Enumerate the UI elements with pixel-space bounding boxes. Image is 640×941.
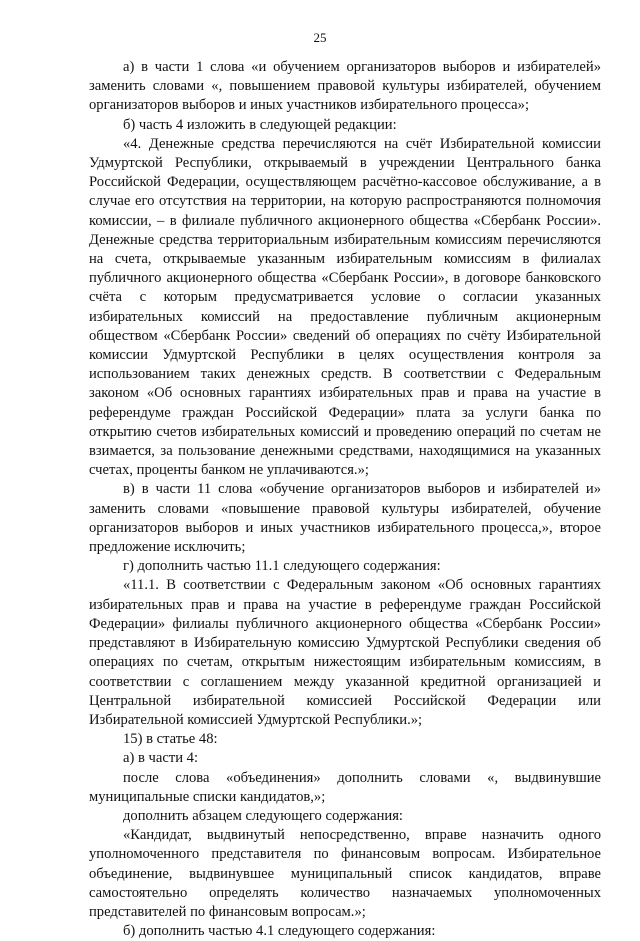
paragraph-item-15-article-48: 15) в статье 48: bbox=[123, 731, 218, 748]
paragraph-add-subparagraph: дополнить абзацем следующего содержания: bbox=[123, 807, 403, 824]
paragraph-amendment-a-part-1: а) в части 1 слова «и обучением организаторов выборов и избирателей» заменить словами «, повышением правовой культуры избирателей, обучением организаторов выборов и иных участников избирательного процесса»; bbox=[89, 59, 601, 114]
paragraph-amendment-b-part-4: б) часть 4 изложить в следующей редакции: bbox=[123, 116, 397, 133]
paragraph-candidate-representative-text: «Кандидат, выдвинутый непосредственно, вправе назначить одного уполномоченного представителя по финансовым вопросам. Избирательное объединение, выдвинувшее муниципальный список кандидатов, вправе самостоятельно определять количество назначаемых уполномоченных представителей по финансовым вопросам.»; bbox=[89, 827, 601, 920]
paragraph-amendment-b-part-4-1: б) дополнить частью 4.1 следующего содержания: bbox=[123, 923, 436, 940]
paragraph-amendment-a-part-4: а) в части 4: bbox=[123, 750, 199, 767]
paragraph-amendment-g-part-11-1: г) дополнить частью 11.1 следующего содержания: bbox=[123, 558, 441, 575]
paragraph-amendment-v-part-11: в) в части 11 слова «обучение организаторов выборов и избирателей и» заменить словами «повышение правовой культуры избирателей, обучение организаторов выборов и иных участников избирательного процесса,», второе предложение исключить; bbox=[89, 481, 601, 556]
document-body bbox=[89, 58, 601, 941]
paragraph-after-word-association: после слова «объединения» дополнить словами «, выдвинувшие муниципальные списки кандидатов,»; bbox=[89, 769, 601, 805]
paragraph-part-11-1-text: «11.1. В соответствии с Федеральным законом «Об основных гарантиях избирательных прав и права на участие в референдуме граждан Российской Федерации» филиалы публичного акционерного общества «Сбербанк России» представляют в Избирательную комиссию Удмуртской Республики сведения об операциях по счетам, открытым нижестоящим избирательным комиссиям, в соответствии с соглашением между указанной кредитной организацией и Центральной избирательной комиссией Российской Федерации или Избирательной комиссией Удмуртской Республики.»; bbox=[89, 577, 601, 728]
paragraph-part-4-new-text: «4. Денежные средства перечисляются на счёт Избирательной комиссии Удмуртской Республики, открываемый в учреждении Центрального банка Российской Федерации, осуществляющем расчётно-кассовое обслуживание, а в случае его отсутствия на территории, на которую распространяются полномочия комиссии, – в филиале публичного акционерного общества «Сбербанк России». Денежные средства территориальным избирательным комиссиям перечисляются на счета, открываемые указанным избирательным комиссиям в филиалах публичного акционерного общества «Сбербанк России», в договоре банковского счёта с которым предусматривается условие о согласии указанных избирательных комиссий на предоставление публичным акционерным обществом «Сбербанк России» сведений об операциях по счёту Избирательной комиссии Удмуртской Республики в целях осуществления контроля за использованием таких денежных средств. В соответствии с Федеральным законом «Об основных гарантиях избирательных прав и права на участие в референдуме граждан Российской Федерации» плата за услуги банка по открытию счетов избирательных комиссий и проведению операций по счетам не взимается, за пользование денежными средствами, находящимися на указанных счетах, проценты банком не уплачиваются.»; bbox=[89, 135, 601, 479]
page-number: 25 bbox=[313, 30, 327, 45]
